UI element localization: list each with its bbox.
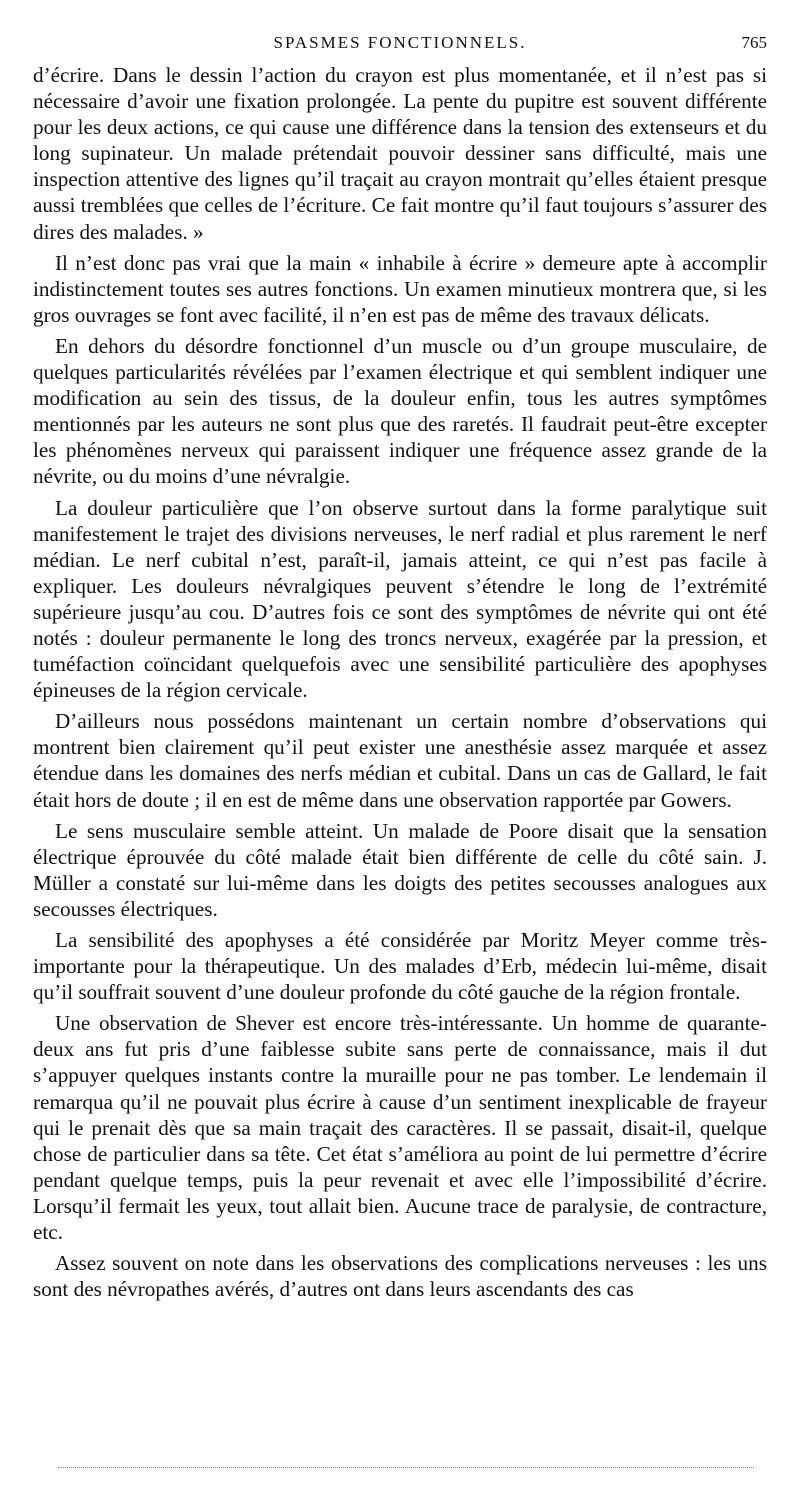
paragraph: En dehors du désordre fonctionnel d’un muscle ou d’un groupe musculaire, de quelques particularités révélées par l’examen électrique et qui semblent indiquer une modification au sein des tissus, de la douleur enfin, tous les autres symptômes mentionnés par les auteurs ne sont plus que des raretés. Il faudrait peut-être excepter les phénomènes nerveux qui paraissent indiquer une fréquence assez grande de la névrite, ou du moins d’une névralgie. <box>33 333 767 489</box>
paragraph: d’écrire. Dans le dessin l’action du crayon est plus momentanée, et il n’est pas si nécessaire d’avoir une fixation prolongée. La pente du pupitre est souvent différente pour les deux actions, ce qui cause une différence dans la tension des extenseurs et du long supinateur. Un malade prétendait pouvoir dessiner sans difficulté, mais une inspection attentive des lignes qu’il traçait au crayon montrait qu’elles étaient presque aussi tremblées que celles de l’écriture. Ce fait montre qu’il faut toujours s’assurer des dires des malades. » <box>33 63 767 244</box>
body-text <box>33 62 767 1302</box>
page-number: 765 <box>741 33 767 52</box>
paragraph: La douleur particulière que l’on observe surtout dans la forme paralytique suit manifestement le trajet des divisions nerveuses, le nerf radial et plus rarement le nerf médian. Le nerf cubital n’est, paraît-il, jamais atteint, ce qui n’est pas facile à expliquer. Les douleurs névralgiques peuvent s’étendre le long de l’extrémité supérieure jusqu’au cou. D’autres fois ce sont des symptômes de névrite qui ont été notés : douleur permanente le long des troncs nerveux, exagérée par la pression, et tuméfaction coïncidant quelquefois avec une sensibilité particulière des apophyses épineuses de la région cervicale. <box>33 495 767 703</box>
book-page <box>33 0 767 1307</box>
paragraph: Assez souvent on note dans les observations des complications nerveuses : les uns sont des névropathes avérés, d’autres ont dans leurs ascendants des cas <box>33 1251 767 1302</box>
paragraph: Il n’est donc pas vrai que la main « inhabile à écrire » demeure apte à accomplir indistinctement toutes ses autres fonctions. Un examen minutieux montrera que, si les gros ouvrages se font avec facilité, il n’en est pas de même des travaux délicats. <box>33 250 767 327</box>
paragraph: D’ailleurs nous possédons maintenant un certain nombre d’observations qui montrent bien clairement qu’il peut exister une anesthésie assez marquée et assez étendue dans les domaines des nerfs médian et cubital. Dans un cas de Gallard, le fait était hors de doute ; il en est de même dans une observation rapportée par Gowers. <box>33 709 767 812</box>
footer-dotted-rule <box>58 1467 754 1468</box>
paragraph: Le sens musculaire semble atteint. Un malade de Poore disait que la sensation électrique éprouvée du côté malade était bien différente de celle du côté sain. J. Müller a constaté sur lui-même dans les doigts des petites secousses analogues aux secousses électriques. <box>33 818 767 921</box>
running-title: SPASMES FONCTIONNELS. <box>273 33 527 52</box>
paragraph: La sensibilité des apophyses a été considérée par Moritz Meyer comme très-importante pour la thérapeutique. Un des malades d’Erb, médecin lui-même, disait qu’il souffrait souvent d’une douleur profonde du côté gauche de la région frontale. <box>33 928 767 1005</box>
paragraph: Une observation de Shever est encore très-intéressante. Un homme de quarante-deux ans fut pris d’une faiblesse subite sans perte de connaissance, mais il dut s’appuyer quelques instants contre la muraille pour ne pas tomber. Le lendemain il remarqua qu’il ne pouvait plus écrire à cause d’un sentiment inexplicable de frayeur qui le prenait dès que sa main traçait des caractères. Il se passait, disait-il, quelque chose de particulier dans sa tête. Cet état s’améliora au point de lui permettre d’écrire pendant quelque temps, puis la peur revenait et avec elle l’impossibilité d’écrire. Lorsqu’il fermait les yeux, tout allait bien. Aucune trace de paralysie, de contracture, etc. <box>33 1011 767 1245</box>
running-header <box>33 0 767 62</box>
